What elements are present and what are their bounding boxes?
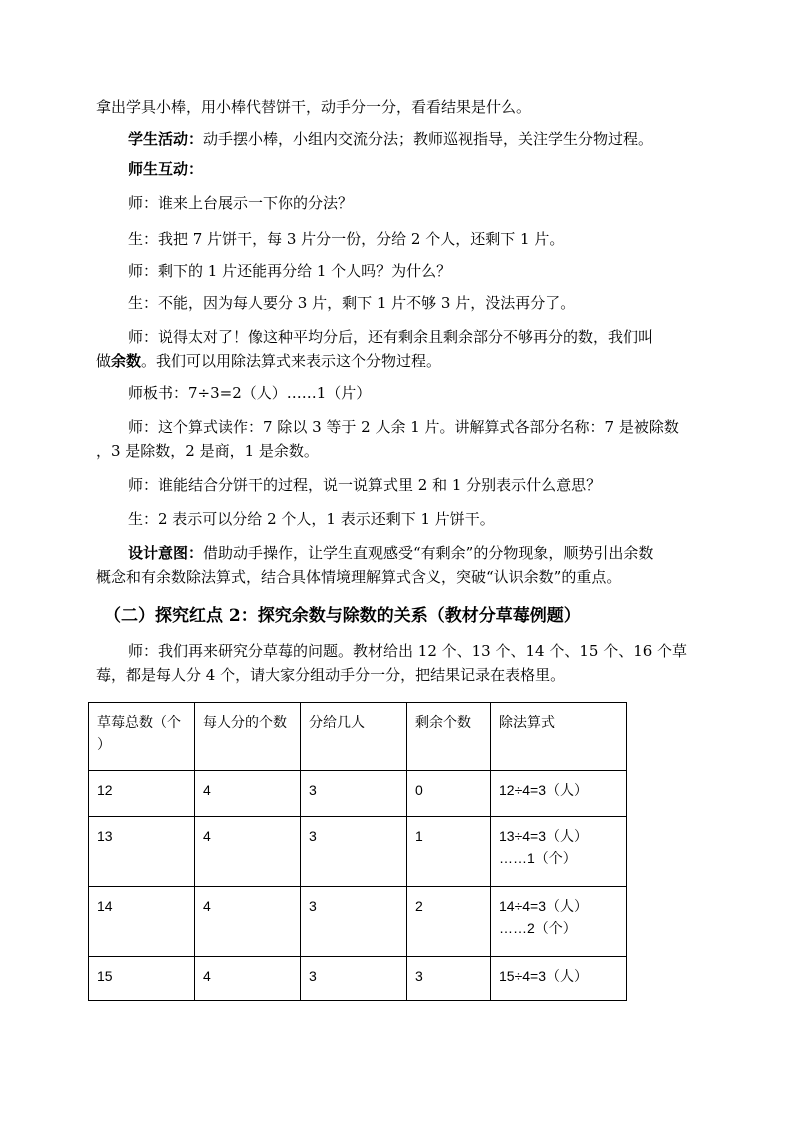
text: 拿出学具小棒，用小棒代替饼干，动手分一分，看看结果是什么。 bbox=[96, 98, 532, 116]
table-header-cell: 剩余个数 bbox=[407, 703, 491, 771]
paragraph-line bbox=[128, 474, 738, 496]
table-header-cell: 分给几人 bbox=[301, 703, 407, 771]
table-header-row bbox=[89, 703, 627, 771]
text: 生：我把 7 片饼干，每 3 片分一份，分给 2 个人，还剩下 1 片。 bbox=[128, 230, 565, 248]
bold-label: 学生活动： bbox=[128, 130, 204, 148]
paragraph-line bbox=[128, 640, 738, 662]
text: 。我们可以用除法算式来表示这个分物过程。 bbox=[141, 352, 442, 370]
text: 草莓总数（个 bbox=[97, 714, 181, 730]
text: 13÷4=3（人） bbox=[499, 828, 589, 844]
paragraph-line bbox=[128, 382, 738, 404]
text: 15÷4=3（人） bbox=[499, 968, 589, 984]
paragraph-line bbox=[96, 664, 706, 686]
table-cell: 14 bbox=[89, 887, 195, 957]
paragraph-line bbox=[128, 542, 738, 564]
paragraph-line bbox=[128, 158, 738, 180]
text: 生：不能，因为每人要分 3 片，剩下 1 片不够 3 片，没法再分了。 bbox=[128, 294, 576, 312]
text: 概念和有余数除法算式，结合具体情境理解算式含义，突破“认识余数”的重点。 bbox=[96, 568, 622, 586]
text: ） bbox=[97, 736, 111, 752]
table-row bbox=[89, 817, 627, 887]
table-row bbox=[89, 771, 627, 817]
text: 12÷4=3（人） bbox=[499, 782, 589, 798]
table-cell: 13 bbox=[89, 817, 195, 887]
table-cell: 3 bbox=[301, 887, 407, 957]
text: ，3 是除数，2 是商，1 是余数。 bbox=[96, 442, 319, 460]
paragraph-line bbox=[128, 416, 738, 438]
table-cell: 0 bbox=[407, 771, 491, 817]
table-cell: 3 bbox=[301, 957, 407, 1001]
paragraph-line bbox=[128, 260, 738, 282]
paragraph-line bbox=[96, 96, 706, 118]
table-cell: 12 bbox=[89, 771, 195, 817]
table-cell: 3 bbox=[301, 771, 407, 817]
bold-label: 师生互动： bbox=[128, 160, 204, 178]
text: 师：剩下的 1 片还能再分给 1 个人吗？为什么？ bbox=[128, 262, 452, 280]
paragraph-line bbox=[96, 566, 706, 588]
text: 师：说得太对了！像这种平均分后，还有剩余且剩余部分不够再分的数，我们叫 bbox=[128, 328, 654, 346]
text: 借助动手操作，让学生直观感受“有剩余”的分物现象，顺势引出余数 bbox=[203, 544, 654, 562]
table-cell: 4 bbox=[195, 771, 301, 817]
text: 师板书：7÷3=2（人）……1（片） bbox=[128, 384, 372, 402]
text: ……1（个） bbox=[499, 850, 577, 866]
table-cell bbox=[491, 771, 627, 817]
table-cell: 3 bbox=[407, 957, 491, 1001]
table-cell: 4 bbox=[195, 817, 301, 887]
text: 师：我们再来研究分草莓的问题。教材给出 12 个、13 个、14 个、15 个、16 个草 bbox=[128, 642, 688, 660]
paragraph-line bbox=[128, 192, 738, 214]
table-cell: 4 bbox=[195, 887, 301, 957]
table-cell: 4 bbox=[195, 957, 301, 1001]
text: 动手摆小棒，小组内交流分法；教师巡视指导，关注学生分物过程。 bbox=[203, 130, 654, 148]
paragraph-line bbox=[96, 440, 706, 462]
table-header-cell bbox=[89, 703, 195, 771]
table-cell: 2 bbox=[407, 887, 491, 957]
paragraph-line bbox=[128, 228, 738, 250]
table-header-cell: 除法算式 bbox=[491, 703, 627, 771]
text: 14÷4=3（人） bbox=[499, 898, 589, 914]
paragraph-line bbox=[128, 292, 738, 314]
paragraph-line bbox=[96, 350, 706, 372]
table-cell bbox=[491, 957, 627, 1001]
bold-term: 余数 bbox=[111, 352, 142, 370]
table-cell: 3 bbox=[301, 817, 407, 887]
table-row bbox=[89, 887, 627, 957]
text: 师：谁能结合分饼干的过程，说一说算式里 2 和 1 分别表示什么意思？ bbox=[128, 476, 602, 494]
text: 生：2 表示可以分给 2 个人，1 表示还剩下 1 片饼干。 bbox=[128, 510, 495, 528]
table-cell: 15 bbox=[89, 957, 195, 1001]
table-cell bbox=[491, 887, 627, 957]
bold-label: 设计意图： bbox=[128, 544, 204, 562]
strawberry-table bbox=[88, 702, 627, 1001]
text: 师：谁来上台展示一下你的分法？ bbox=[128, 194, 354, 212]
paragraph-line bbox=[128, 128, 738, 150]
paragraph-line bbox=[128, 326, 738, 348]
text: 师：这个算式读作：7 除以 3 等于 2 人余 1 片。讲解算式各部分名称：7 是被除数 bbox=[128, 418, 679, 436]
table-cell: 1 bbox=[407, 817, 491, 887]
text: 做 bbox=[96, 352, 112, 370]
text: 莓，都是每人分 4 个，请大家分组动手分一分，把结果记录在表格里。 bbox=[96, 666, 566, 684]
section-heading: （二）探究红点 2：探究余数与除数的关系（教材分草莓例题） bbox=[104, 606, 581, 626]
text: ……2（个） bbox=[499, 920, 577, 936]
paragraph-line bbox=[128, 508, 738, 530]
table-row bbox=[89, 957, 627, 1001]
table-header-cell: 每人分的个数 bbox=[195, 703, 301, 771]
table-cell bbox=[491, 817, 627, 887]
